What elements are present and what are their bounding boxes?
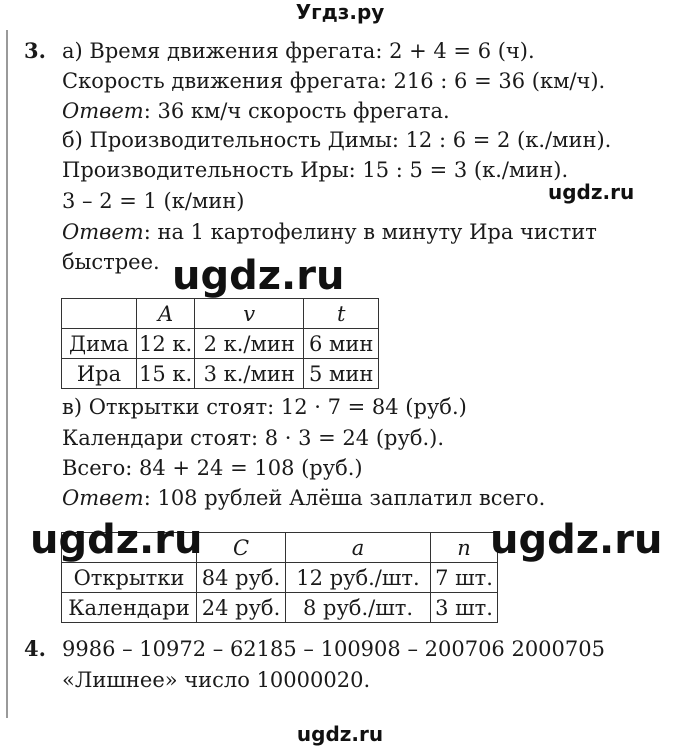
table-cell: Календари (62, 593, 197, 623)
table-header-cell: v (195, 299, 304, 329)
task-3v-line-1: в) Открытки стоят: 12 · 7 = 84 (руб.) (62, 395, 467, 419)
task-3v-line-2: Календари стоят: 8 · 3 = 24 (руб.). (62, 426, 445, 450)
task-4-line-1: 9986 – 10972 – 62185 – 100908 – 200706 2000705 (62, 637, 605, 661)
table-header-row (62, 299, 379, 329)
table-cell: 3 к./мин (195, 359, 304, 389)
table-cell: 7 шт. (431, 563, 498, 593)
task-3b-answer-continued: быстрее. (62, 250, 160, 274)
table-cell: 2 к./мин (195, 329, 304, 359)
answer-text: : 108 рублей Алёша заплатил всего. (143, 486, 546, 510)
watermark-big-top: ugdz.ru (172, 253, 345, 299)
task-3b-line-1: б) Производительность Димы: 12 : 6 = 2 (к./мин). (62, 128, 612, 152)
watermark-big-right: ugdz.ru (490, 517, 663, 563)
answer-label: Ответ (62, 486, 144, 510)
table-cell: 6 мин (304, 329, 379, 359)
answer-label: Ответ (62, 220, 144, 244)
watermark-big-left: ugdz.ru (30, 517, 203, 563)
answer-text: : на 1 картофелину в минуту Ира чистит (143, 220, 597, 244)
table-header-cell (62, 299, 137, 329)
table-potato-peeling (61, 298, 379, 389)
table-cell: Дима (62, 329, 137, 359)
table-header-cell: C (197, 533, 286, 563)
task-3a-line-2: Скорость движения фрегата: 216 : 6 = 36 (км/ч). (62, 69, 606, 93)
table-row (62, 329, 379, 359)
task-3v-answer (62, 485, 545, 511)
table-cell: 84 руб. (197, 563, 286, 593)
table-cell: 12 руб./шт. (286, 563, 431, 593)
task-3b-line-2: Производительность Иры: 15 : 5 = 3 (к./мин). (62, 158, 569, 182)
table-cell: 24 руб. (197, 593, 286, 623)
site-header: Угдз.ру (295, 0, 385, 24)
task-3b-line-3: 3 – 2 = 1 (к/мин) (62, 189, 245, 213)
task-3b-answer (62, 219, 597, 245)
answer-label: Ответ (62, 99, 144, 123)
table-cell: 15 к. (137, 359, 195, 389)
table-header-cell: A (137, 299, 195, 329)
table-row (62, 359, 379, 389)
task-4-number: 4. (24, 636, 46, 661)
task-4-line-2: «Лишнее» число 10000020. (62, 668, 371, 692)
table-cell: 3 шт. (431, 593, 498, 623)
table-row (62, 563, 498, 593)
table-cell: Ира (62, 359, 137, 389)
table-header-cell: t (304, 299, 379, 329)
site-footer: ugdz.ru (296, 722, 384, 746)
table-header-cell: a (286, 533, 431, 563)
answer-text: : 36 км/ч скорость фрегата. (143, 99, 450, 123)
table-row (62, 593, 498, 623)
table-cell: 12 к. (137, 329, 195, 359)
table-cell: Открытки (62, 563, 197, 593)
task-3v-line-3: Всего: 84 + 24 = 108 (руб.) (62, 456, 363, 480)
table-cell: 8 руб./шт. (286, 593, 431, 623)
table-cell: 5 мин (304, 359, 379, 389)
task-3a-line-1: а) Время движения фрегата: 2 + 4 = 6 (ч). (62, 39, 535, 63)
left-margin-rule (6, 30, 8, 718)
task-3-number: 3. (24, 38, 46, 63)
table-header-cell: n (431, 533, 498, 563)
task-3a-answer (62, 98, 450, 124)
watermark-small: ugdz.ru (548, 180, 635, 204)
